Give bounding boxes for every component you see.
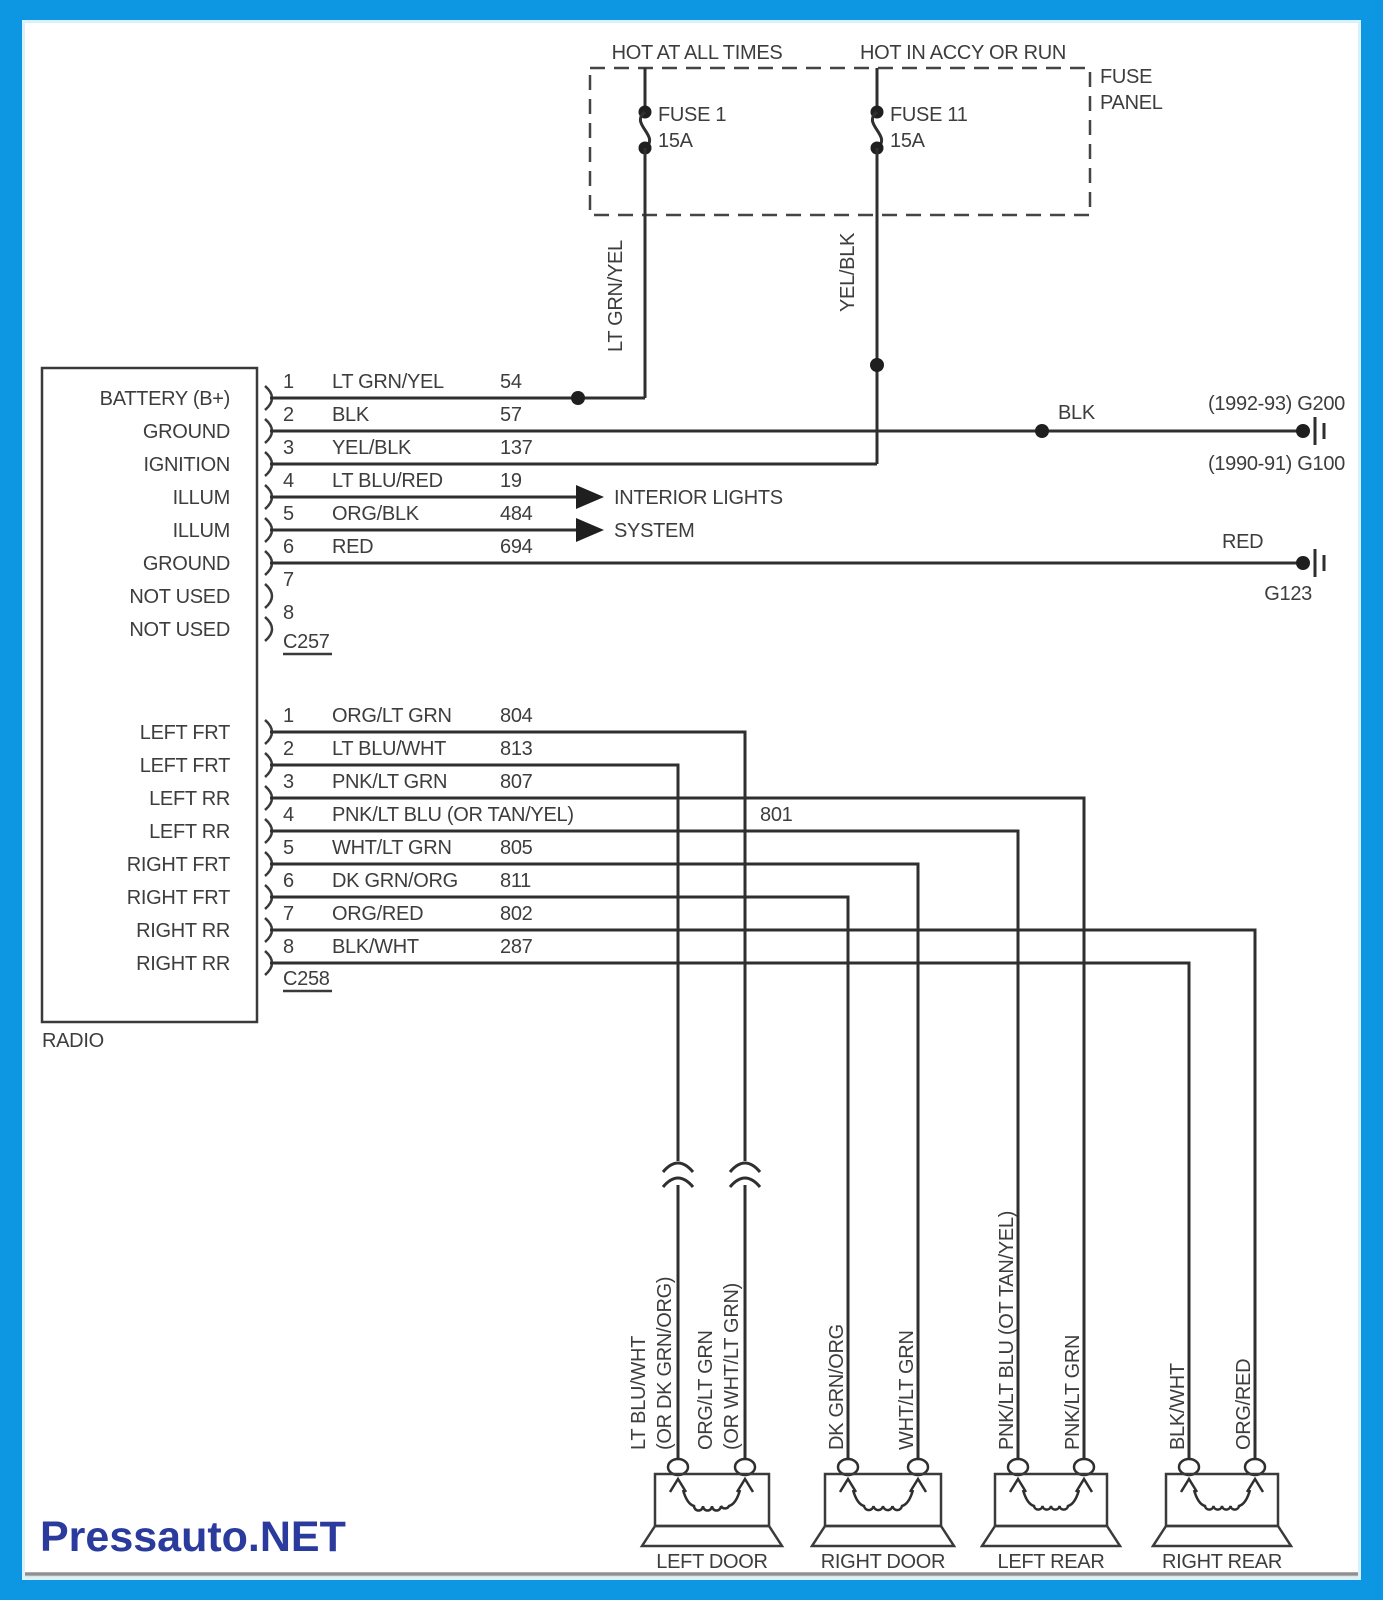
wire-name-label: YEL/BLK <box>332 437 412 459</box>
wire-name-label: BLK <box>332 404 369 426</box>
function-label: NOT USED <box>129 586 230 608</box>
radio-label: RADIO <box>42 1030 104 1052</box>
ground-g200-g100 <box>1058 393 1345 475</box>
speaker-label: LEFT DOOR <box>656 1551 768 1573</box>
speaker-coil-icon <box>670 1479 753 1511</box>
connector-id-label: C257 <box>283 631 330 653</box>
function-label: RIGHT FRT <box>126 854 230 876</box>
circuit-number-label: 484 <box>500 503 533 525</box>
splice-dot-icon <box>870 358 884 372</box>
hot-at-all-times-label: HOT AT ALL TIMES <box>611 42 783 64</box>
splice-dot-icon <box>571 391 585 405</box>
interior-lights-label-line1: INTERIOR LIGHTS <box>614 487 783 509</box>
circuit-number-label: 137 <box>500 437 533 459</box>
pin-number: 2 <box>283 404 294 426</box>
wire-name-label: LT BLU/WHT <box>332 738 447 760</box>
wire-name-label: WHT/LT GRN <box>896 1330 918 1450</box>
wire-name-label: ORG/BLK <box>332 503 419 525</box>
speaker-body <box>825 1474 941 1526</box>
function-label: LEFT RR <box>149 821 230 843</box>
wire-pin5-org-blk <box>270 518 604 542</box>
fuse-panel-label-line1: FUSE <box>1100 66 1153 88</box>
speaker-coil-icon <box>1181 1479 1263 1510</box>
wire-label-yel-blk: YEL/BLK <box>837 232 859 312</box>
g100-label: (1990-91) G100 <box>1207 453 1345 475</box>
fuse-1-name: FUSE 1 <box>658 104 727 126</box>
ground-icon <box>1296 417 1324 445</box>
speaker-terminal-icon <box>735 1459 755 1475</box>
wire-name-label: ORG/RED <box>332 903 424 925</box>
circuit-number-label: 805 <box>500 837 533 859</box>
function-label: LEFT FRT <box>139 755 230 777</box>
function-label: BATTERY (B+) <box>99 388 230 410</box>
wire-name-label: DK GRN/ORG <box>332 870 458 892</box>
wire-name-label: BLK/WHT <box>332 936 419 958</box>
function-label: LEFT RR <box>149 788 230 810</box>
wire-name-label: PNK/LT BLU (OR TAN/YEL) <box>332 804 574 826</box>
inline-connector-icon <box>663 1163 693 1187</box>
wire-name-label: ORG/LT GRN <box>332 705 452 727</box>
speaker-label: RIGHT REAR <box>1162 1551 1282 1573</box>
ground-g123 <box>1222 531 1324 605</box>
circuit-number-label: 804 <box>500 705 533 727</box>
speaker-terminal-icon <box>668 1459 688 1475</box>
speaker-base <box>642 1526 782 1546</box>
function-label: RIGHT RR <box>136 920 230 942</box>
function-label: LEFT FRT <box>139 722 230 744</box>
speaker-terminal-icon <box>908 1459 928 1475</box>
speaker-body <box>1166 1474 1278 1526</box>
circuit-number-label: 802 <box>500 903 533 925</box>
speaker-right-rear <box>1153 1459 1291 1573</box>
speaker-body <box>655 1474 769 1526</box>
connector-id-label: C258 <box>283 968 330 990</box>
pin-number: 6 <box>283 870 294 892</box>
pin-number: 2 <box>283 738 294 760</box>
circuit-number-label: 811 <box>500 870 531 892</box>
wire-name-label: RED <box>332 536 374 558</box>
wire-name-label: ORG/LT GRN <box>695 1330 717 1450</box>
circuit-number-label: 54 <box>500 371 522 393</box>
function-label: ILLUM <box>172 487 230 509</box>
speaker-base <box>812 1526 954 1546</box>
speaker-left-door <box>642 1459 782 1573</box>
fuse-1-rating: 15A <box>658 130 693 152</box>
speaker-terminal-icon <box>1179 1459 1199 1475</box>
wire-label-lt-grn-yel: LT GRN/YEL <box>605 240 627 352</box>
speaker-terminal-icon <box>1245 1459 1265 1475</box>
pin-number: 3 <box>283 437 294 459</box>
fuse-icon <box>871 106 884 155</box>
fuse-11-rating: 15A <box>890 130 925 152</box>
function-label: NOT USED <box>129 619 230 641</box>
pin-number: 4 <box>283 804 294 826</box>
wire-name-label: (OR WHT/LT GRN) <box>721 1283 743 1450</box>
wire-name-label: DK GRN/ORG <box>826 1324 848 1450</box>
speaker-left-rear <box>982 1459 1120 1573</box>
speaker-wire-labels <box>628 1211 1255 1450</box>
speaker-label: RIGHT DOOR <box>820 1551 946 1573</box>
fuse-11 <box>871 68 968 155</box>
speaker-coil-icon <box>1010 1479 1092 1510</box>
pin-number: 5 <box>283 503 294 525</box>
fuse-panel <box>590 42 1163 464</box>
circuit-number-label: 57 <box>500 404 522 426</box>
wire-name-label: LT BLU/WHT <box>628 1335 650 1450</box>
function-label: GROUND <box>142 553 230 575</box>
function-label: RIGHT FRT <box>126 887 230 909</box>
pin-bracket <box>265 584 272 608</box>
circuit-number-label: 807 <box>500 771 533 793</box>
pin-number: 7 <box>283 903 294 925</box>
function-label: ILLUM <box>172 520 230 542</box>
speaker-terminal-icon <box>1008 1459 1028 1475</box>
circuit-number-label: 694 <box>500 536 533 558</box>
arrowhead-icon <box>576 485 604 509</box>
splice-dot-icon <box>1035 424 1049 438</box>
circuit-number-label: 287 <box>500 936 533 958</box>
connector-c258 <box>127 705 1255 1460</box>
interior-lights-label-line2: SYSTEM <box>614 520 695 542</box>
speaker-label: LEFT REAR <box>997 1551 1105 1573</box>
pin-number: 1 <box>283 705 294 727</box>
inline-connector-icon <box>730 1163 760 1187</box>
wire-name-label: WHT/LT GRN <box>332 837 452 859</box>
watermark: Pressauto.NET <box>40 1513 346 1561</box>
wire-name-label: LT GRN/YEL <box>332 371 444 393</box>
pin-bracket <box>265 617 272 641</box>
wire-pin1-lt-grn-yel <box>270 391 645 405</box>
function-label: RIGHT RR <box>136 953 230 975</box>
speaker-body <box>995 1474 1107 1526</box>
arrowhead-icon <box>576 518 604 542</box>
fuse-1 <box>639 68 727 155</box>
fuse-panel-label-line2: PANEL <box>1100 92 1163 114</box>
wire-name-label: PNK/LT GRN <box>332 771 448 793</box>
fuse-icon <box>639 106 652 155</box>
circuit-number-label: 19 <box>500 470 522 492</box>
wire-name-label: LT BLU/RED <box>332 470 443 492</box>
connector-c257 <box>100 371 1298 654</box>
speaker-coil-icon <box>840 1479 926 1510</box>
wire-name-label: PNK/LT BLU (OT TAN/YEL) <box>996 1210 1018 1450</box>
speaker-base <box>1153 1526 1291 1546</box>
hot-in-accy-label: HOT IN ACCY OR RUN <box>859 42 1067 64</box>
pin-number: 4 <box>283 470 294 492</box>
speaker-terminal-icon <box>838 1459 858 1475</box>
red-wire-label: RED <box>1222 531 1264 553</box>
pin-number: 8 <box>283 602 294 624</box>
fuse-11-name: FUSE 11 <box>890 104 968 126</box>
speaker-right-door <box>812 1459 954 1573</box>
function-label: GROUND <box>142 421 230 443</box>
wire-pin6-dk-grn-org <box>270 897 848 1460</box>
circuit-number-label: 801 <box>760 804 793 826</box>
wire-name-label: ORG/RED <box>1233 1358 1255 1450</box>
speaker-terminal-icon <box>1074 1459 1094 1475</box>
g123-label: G123 <box>1264 583 1312 605</box>
wire-pin7-org-red <box>270 930 1255 1460</box>
pin-number: 3 <box>283 771 294 793</box>
pin-number: 8 <box>283 936 294 958</box>
wire-name-label: BLK/WHT <box>1167 1363 1189 1450</box>
circuit-number-label: 813 <box>500 738 533 760</box>
pin-number: 6 <box>283 536 294 558</box>
g200-label: (1992-93) G200 <box>1207 393 1345 415</box>
wire-name-label: (OR DK GRN/ORG) <box>654 1276 676 1450</box>
blk-wire-label: BLK <box>1058 402 1095 424</box>
pin-number: 7 <box>283 569 294 591</box>
function-label: IGNITION <box>143 454 230 476</box>
wire-name-label: PNK/LT GRN <box>1062 1334 1084 1450</box>
pin-number: 1 <box>283 371 294 393</box>
ground-icon <box>1296 549 1324 577</box>
speaker-base <box>982 1526 1120 1546</box>
pin-number: 5 <box>283 837 294 859</box>
